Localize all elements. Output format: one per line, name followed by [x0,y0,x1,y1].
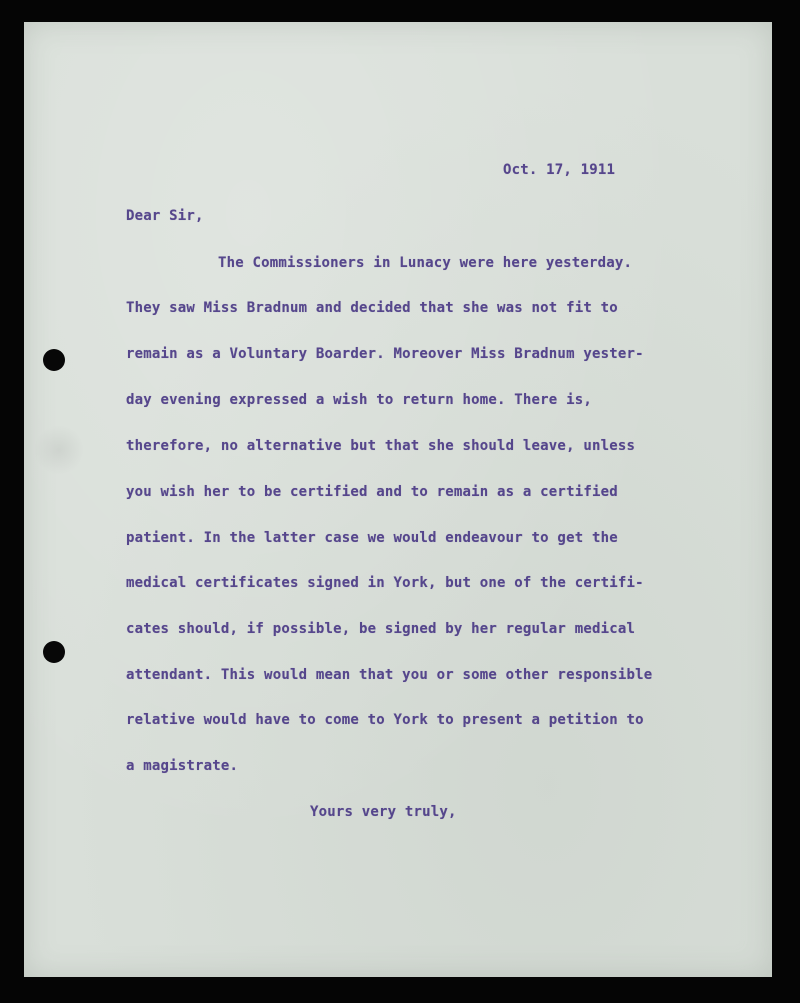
body-line-1: The Commissioners in Lunacy were here yesterday. [218,255,633,271]
body-line-9: cates should, if possible, be signed by her regular medical [126,621,636,637]
salutation: Dear Sir, [126,208,204,224]
body-line-8: medical certificates signed in York, but one of the certifi- [126,575,644,591]
punch-hole-bottom [43,641,65,663]
body-line-10: attendant. This would mean that you or some other responsible [126,667,653,683]
body-line-7: patient. In the latter case we would endeavour to get the [126,530,618,546]
body-line-4: day evening expressed a wish to return home. There is, [126,392,592,408]
body-line-5: therefore, no alternative but that she should leave, unless [126,438,636,454]
complimentary-close: Yours very truly, [310,804,457,820]
body-line-6: you wish her to be certified and to remain as a certified [126,484,618,500]
letter-date: Oct. 17, 1911 [503,162,616,178]
punch-hole-top [43,349,65,371]
body-line-11: relative would have to come to York to present a petition to [126,712,644,728]
body-line-3: remain as a Voluntary Boarder. Moreover Miss Bradnum yester- [126,346,644,362]
body-line-12: a magistrate. [126,758,239,774]
paper-smudge [34,425,84,475]
body-line-2: They saw Miss Bradnum and decided that she was not fit to [126,300,618,316]
